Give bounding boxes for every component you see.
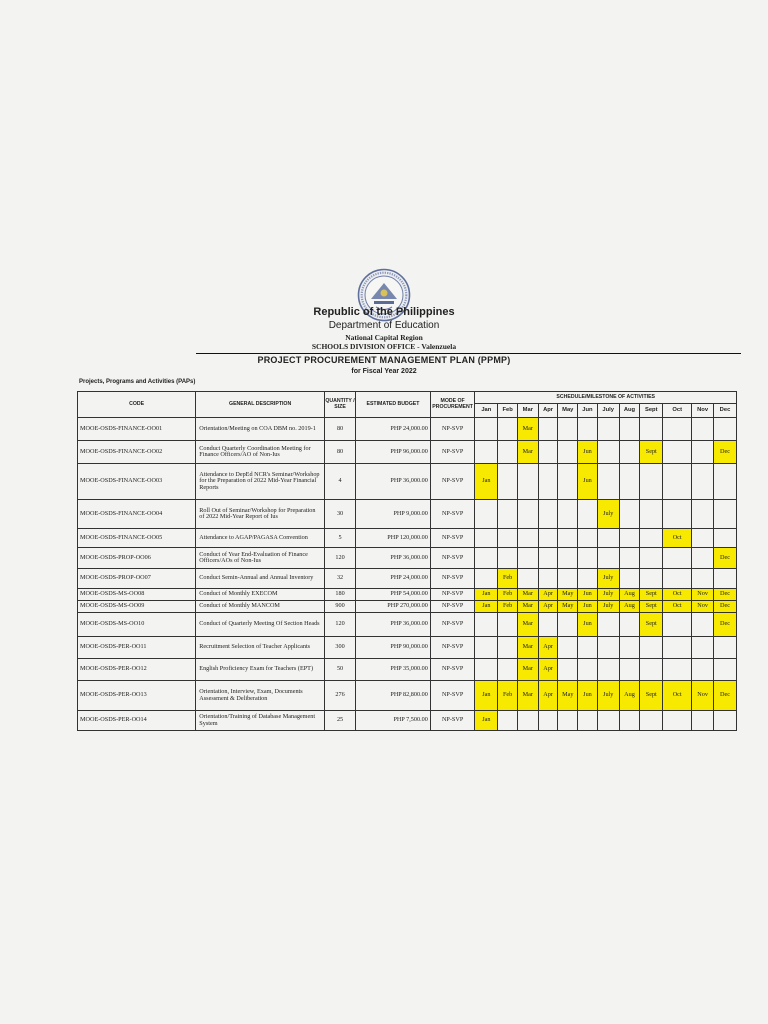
schedule-cell	[558, 529, 578, 548]
cell-budget: PHP 36,000.00	[356, 464, 431, 500]
schedule-cell	[578, 548, 598, 569]
schedule-cell	[558, 569, 578, 589]
column-header-schedule: SCHEDULE/MILESTONE OF ACTIVITIES	[475, 392, 737, 404]
schedule-cell	[498, 637, 518, 659]
column-header-budget: ESTIMATED BUDGET	[356, 392, 431, 418]
schedule-cell	[498, 613, 518, 637]
cell-code: MOOE-OSDS-FINANCE-OO04	[78, 500, 196, 529]
cell-code: MOOE-OSDS-PER-OO11	[78, 637, 196, 659]
schedule-cell: Mar	[517, 613, 538, 637]
column-header-description: GENERAL DESCRIPTION	[196, 392, 325, 418]
schedule-cell: Dec	[714, 613, 737, 637]
ppmp-table	[77, 391, 737, 731]
header-divider	[196, 353, 741, 354]
table-row	[78, 681, 737, 711]
schedule-cell	[619, 659, 640, 681]
table-row	[78, 529, 737, 548]
table-row	[78, 711, 737, 731]
schedule-cell	[640, 529, 663, 548]
schedule-cell: Dec	[714, 589, 737, 601]
schedule-cell: Sept	[640, 601, 663, 613]
schedule-cell: Sept	[640, 589, 663, 601]
schedule-cell	[663, 548, 692, 569]
cell-budget: PHP 24,000.00	[356, 418, 431, 441]
cell-budget: PHP 54,000.00	[356, 589, 431, 601]
month-header: Mar	[517, 404, 538, 418]
cell-code: MOOE-OSDS-FINANCE-OO05	[78, 529, 196, 548]
schedule-cell: Jan	[475, 589, 498, 601]
month-header: Aug	[619, 404, 640, 418]
schedule-cell	[597, 418, 619, 441]
cell-description: Roll Out of Seminar/Workshop for Preparation of 2022 Mid-Year Report of Ius	[196, 500, 325, 529]
schedule-cell: Mar	[517, 601, 538, 613]
schedule-cell: Mar	[517, 441, 538, 464]
schedule-cell: Jan	[475, 681, 498, 711]
schedule-cell	[640, 464, 663, 500]
schedule-cell: Mar	[517, 589, 538, 601]
schedule-cell	[475, 529, 498, 548]
schedule-cell	[597, 441, 619, 464]
schedule-cell	[663, 441, 692, 464]
cell-description: Conduct of Monthly MANCOM	[196, 601, 325, 613]
schedule-cell	[692, 418, 714, 441]
cell-mode: NP-SVP	[430, 464, 475, 500]
schedule-cell	[640, 500, 663, 529]
schedule-cell	[619, 529, 640, 548]
cell-description: Orientation/Meeting on COA DBM no. 2019-1	[196, 418, 325, 441]
fiscal-year-label: for Fiscal Year 2022	[351, 368, 417, 375]
schedule-cell	[578, 418, 598, 441]
cell-mode: NP-SVP	[430, 659, 475, 681]
cell-quantity: 300	[324, 637, 355, 659]
month-header: Feb	[498, 404, 518, 418]
cell-mode: NP-SVP	[430, 441, 475, 464]
schedule-cell: May	[558, 601, 578, 613]
cell-quantity: 4	[324, 464, 355, 500]
cell-quantity: 900	[324, 601, 355, 613]
cell-code: MOOE-OSDS-MS-OO10	[78, 613, 196, 637]
schedule-cell	[558, 548, 578, 569]
schedule-cell	[558, 637, 578, 659]
schedule-cell: Apr	[538, 681, 558, 711]
column-header-quantity: QUANTITY / SIZE	[324, 392, 355, 418]
schedule-cell	[692, 637, 714, 659]
schedule-cell	[714, 500, 737, 529]
paps-section-label: Projects, Programs and Activities (PAPs)	[79, 379, 196, 385]
schedule-cell	[498, 441, 518, 464]
schedule-cell: Dec	[714, 441, 737, 464]
schedule-cell	[538, 464, 558, 500]
schedule-cell	[498, 548, 518, 569]
cell-mode: NP-SVP	[430, 548, 475, 569]
schedule-cell: Jun	[578, 464, 598, 500]
cell-quantity: 180	[324, 589, 355, 601]
schedule-cell	[619, 441, 640, 464]
schedule-cell	[517, 711, 538, 731]
cell-description: Conduct Semin-Annual and Annual Inventory	[196, 569, 325, 589]
cell-mode: NP-SVP	[430, 569, 475, 589]
schedule-cell	[475, 637, 498, 659]
schedule-cell	[558, 659, 578, 681]
schedule-cell: Jan	[475, 464, 498, 500]
schedule-cell: Mar	[517, 681, 538, 711]
cell-code: MOOE-OSDS-FINANCE-OO02	[78, 441, 196, 464]
schedule-cell: July	[597, 589, 619, 601]
schedule-cell: July	[597, 569, 619, 589]
schedule-cell	[475, 659, 498, 681]
schedule-cell: Nov	[692, 681, 714, 711]
schedule-cell	[619, 613, 640, 637]
month-header: Apr	[538, 404, 558, 418]
cell-budget: PHP 35,000.00	[356, 659, 431, 681]
schedule-cell	[663, 711, 692, 731]
schedule-cell	[538, 548, 558, 569]
schedule-cell: Feb	[498, 589, 518, 601]
schedule-cell	[517, 569, 538, 589]
schedule-cell	[597, 711, 619, 731]
schedule-cell	[714, 529, 737, 548]
schedule-cell: Nov	[692, 601, 714, 613]
month-header: Dec	[714, 404, 737, 418]
schedule-cell	[714, 659, 737, 681]
schedule-cell: May	[558, 589, 578, 601]
schedule-cell	[692, 500, 714, 529]
cell-quantity: 32	[324, 569, 355, 589]
cell-budget: PHP 36,000.00	[356, 613, 431, 637]
schedule-cell: Sept	[640, 441, 663, 464]
schedule-cell	[558, 613, 578, 637]
cell-budget: PHP 82,800.00	[356, 681, 431, 711]
schedule-cell: Dec	[714, 548, 737, 569]
schedule-cell	[619, 418, 640, 441]
schedule-cell: Aug	[619, 601, 640, 613]
cell-description: Conduct of Quarterly Meeting Of Section Heads	[196, 613, 325, 637]
schedule-cell	[538, 711, 558, 731]
schedule-cell	[663, 613, 692, 637]
schedule-cell	[663, 464, 692, 500]
schedule-cell	[640, 569, 663, 589]
cell-budget: PHP 24,000.00	[356, 569, 431, 589]
schedule-cell: Aug	[619, 681, 640, 711]
cell-description: Attendance to DepEd NCR's Seminar/Workshop for the Preparation of 2022 Mid-Year Financial Reports	[196, 464, 325, 500]
cell-quantity: 30	[324, 500, 355, 529]
schedule-cell	[597, 659, 619, 681]
schedule-cell: Apr	[538, 637, 558, 659]
cell-code: MOOE-OSDS-PROP-OO07	[78, 569, 196, 589]
schedule-cell: Apr	[538, 659, 558, 681]
schedule-cell	[692, 441, 714, 464]
cell-code: MOOE-OSDS-PROP-OO06	[78, 548, 196, 569]
schedule-cell: Apr	[538, 601, 558, 613]
cell-budget: PHP 270,000.00	[356, 601, 431, 613]
cell-mode: NP-SVP	[430, 529, 475, 548]
schedule-cell	[498, 500, 518, 529]
schedule-cell	[640, 418, 663, 441]
cell-mode: NP-SVP	[430, 500, 475, 529]
schedule-cell: Oct	[663, 529, 692, 548]
cell-quantity: 276	[324, 681, 355, 711]
schedule-cell: Jun	[578, 681, 598, 711]
schedule-cell	[714, 569, 737, 589]
schedule-cell: May	[558, 681, 578, 711]
cell-quantity: 120	[324, 548, 355, 569]
table-row	[78, 548, 737, 569]
schedule-cell: Mar	[517, 637, 538, 659]
month-header: Jan	[475, 404, 498, 418]
cell-quantity: 120	[324, 613, 355, 637]
schedule-cell	[578, 569, 598, 589]
cell-code: MOOE-OSDS-PER-OO14	[78, 711, 196, 731]
table-row	[78, 659, 737, 681]
schedule-cell	[663, 500, 692, 529]
column-header-code: CODE	[78, 392, 196, 418]
cell-quantity: 5	[324, 529, 355, 548]
schedule-cell	[619, 711, 640, 731]
month-header: Jun	[578, 404, 598, 418]
schedule-cell: Aug	[619, 589, 640, 601]
month-header: Sept	[640, 404, 663, 418]
schedule-cell	[619, 548, 640, 569]
cell-description: Recruitment Selection of Teacher Applicants	[196, 637, 325, 659]
schedule-cell	[578, 529, 598, 548]
schedule-cell	[714, 418, 737, 441]
schedule-cell	[475, 613, 498, 637]
division-title: SCHOOLS DIVISION OFFICE - Valenzuela	[311, 342, 457, 351]
cell-description: English Proficiency Exam for Teachers (EPT)	[196, 659, 325, 681]
region-title: National Capital Region	[345, 333, 423, 342]
schedule-cell	[619, 464, 640, 500]
schedule-cell	[475, 569, 498, 589]
schedule-cell	[663, 418, 692, 441]
schedule-cell	[578, 711, 598, 731]
cell-mode: NP-SVP	[430, 637, 475, 659]
cell-description: Conduct of Monthly EXECOM	[196, 589, 325, 601]
schedule-cell	[692, 613, 714, 637]
cell-quantity: 25	[324, 711, 355, 731]
schedule-cell: Oct	[663, 601, 692, 613]
schedule-cell: Jan	[475, 601, 498, 613]
cell-code: MOOE-OSDS-MS-OO09	[78, 601, 196, 613]
schedule-cell	[597, 548, 619, 569]
schedule-cell	[498, 711, 518, 731]
table-row	[78, 418, 737, 441]
schedule-cell: Oct	[663, 681, 692, 711]
table-row	[78, 589, 737, 601]
table-row	[78, 464, 737, 500]
schedule-cell	[498, 529, 518, 548]
column-header-mode: MODE OF PROCUREMENT	[430, 392, 475, 418]
cell-mode: NP-SVP	[430, 711, 475, 731]
schedule-cell: Sept	[640, 681, 663, 711]
schedule-cell	[714, 711, 737, 731]
cell-code: MOOE-OSDS-FINANCE-OO03	[78, 464, 196, 500]
schedule-cell	[538, 569, 558, 589]
cell-code: MOOE-OSDS-FINANCE-OO01	[78, 418, 196, 441]
schedule-cell	[578, 637, 598, 659]
schedule-cell	[640, 548, 663, 569]
month-header: July	[597, 404, 619, 418]
schedule-cell: Jan	[475, 711, 498, 731]
cell-description: Conduct of Year End-Evaluation of Finance Officers/AOs of Non-Ius	[196, 548, 325, 569]
schedule-cell: Nov	[692, 589, 714, 601]
table-row	[78, 441, 737, 464]
schedule-cell	[517, 529, 538, 548]
schedule-cell: July	[597, 681, 619, 711]
schedule-cell	[538, 613, 558, 637]
cell-budget: PHP 96,000.00	[356, 441, 431, 464]
schedule-cell: Feb	[498, 569, 518, 589]
schedule-cell	[538, 418, 558, 441]
schedule-cell	[517, 464, 538, 500]
cell-quantity: 80	[324, 418, 355, 441]
schedule-cell	[498, 659, 518, 681]
cell-budget: PHP 36,000.00	[356, 548, 431, 569]
cell-mode: NP-SVP	[430, 681, 475, 711]
cell-mode: NP-SVP	[430, 601, 475, 613]
month-header: May	[558, 404, 578, 418]
republic-title: Republic of the Philippines	[313, 306, 455, 318]
schedule-cell	[663, 569, 692, 589]
schedule-cell	[538, 529, 558, 548]
cell-budget: PHP 7,500.00	[356, 711, 431, 731]
cell-description: Orientation/Training of Database Management System	[196, 711, 325, 731]
schedule-cell	[475, 548, 498, 569]
schedule-cell	[498, 418, 518, 441]
schedule-cell	[640, 637, 663, 659]
cell-description: Conduct Quarterly Coordination Meeting for Finance Officers/AO of Non-Ius	[196, 441, 325, 464]
schedule-cell	[558, 711, 578, 731]
cell-code: MOOE-OSDS-PER-OO12	[78, 659, 196, 681]
schedule-cell: Jun	[578, 601, 598, 613]
schedule-cell	[597, 637, 619, 659]
document-title: PROJECT PROCUREMENT MANAGEMENT PLAN (PPMP)	[257, 355, 511, 365]
schedule-cell	[692, 711, 714, 731]
department-title: Department of Education	[328, 320, 440, 331]
schedule-cell	[578, 659, 598, 681]
schedule-cell: Feb	[498, 681, 518, 711]
schedule-cell	[692, 548, 714, 569]
schedule-cell: Dec	[714, 601, 737, 613]
schedule-cell: July	[597, 500, 619, 529]
schedule-cell	[692, 464, 714, 500]
schedule-cell	[714, 464, 737, 500]
table-row	[78, 569, 737, 589]
schedule-cell	[475, 441, 498, 464]
cell-mode: NP-SVP	[430, 418, 475, 441]
schedule-cell	[475, 500, 498, 529]
schedule-cell: Sept	[640, 613, 663, 637]
schedule-cell	[597, 613, 619, 637]
cell-quantity: 50	[324, 659, 355, 681]
schedule-cell	[517, 548, 538, 569]
schedule-cell	[558, 464, 578, 500]
cell-budget: PHP 90,000.00	[356, 637, 431, 659]
schedule-cell	[475, 418, 498, 441]
schedule-cell	[578, 500, 598, 529]
schedule-cell	[597, 464, 619, 500]
ppmp-table-body	[78, 418, 737, 731]
schedule-cell	[558, 418, 578, 441]
schedule-cell: Feb	[498, 601, 518, 613]
cell-code: MOOE-OSDS-PER-OO13	[78, 681, 196, 711]
schedule-cell	[597, 529, 619, 548]
schedule-cell	[538, 441, 558, 464]
schedule-cell	[640, 711, 663, 731]
cell-description: Attendance to AGAP/PAGASA Convention	[196, 529, 325, 548]
month-header: Nov	[692, 404, 714, 418]
schedule-cell	[517, 500, 538, 529]
schedule-cell: Jun	[578, 613, 598, 637]
cell-description: Orientation, Interview, Exam, Documents Assessment & Deliberation	[196, 681, 325, 711]
table-row	[78, 601, 737, 613]
schedule-cell	[619, 637, 640, 659]
table-row	[78, 613, 737, 637]
schedule-cell	[558, 441, 578, 464]
schedule-cell	[663, 659, 692, 681]
cell-budget: PHP 120,000.00	[356, 529, 431, 548]
schedule-cell: July	[597, 601, 619, 613]
schedule-cell: Jun	[578, 441, 598, 464]
cell-code: MOOE-OSDS-MS-OO08	[78, 589, 196, 601]
schedule-cell	[558, 500, 578, 529]
month-header: Oct	[663, 404, 692, 418]
cell-quantity: 80	[324, 441, 355, 464]
schedule-cell: Apr	[538, 589, 558, 601]
schedule-cell	[714, 637, 737, 659]
schedule-cell: Dec	[714, 681, 737, 711]
schedule-cell	[692, 569, 714, 589]
schedule-cell	[619, 569, 640, 589]
schedule-cell	[498, 464, 518, 500]
schedule-cell: Mar	[517, 659, 538, 681]
schedule-cell: Oct	[663, 589, 692, 601]
cell-mode: NP-SVP	[430, 589, 475, 601]
schedule-cell	[619, 500, 640, 529]
schedule-cell: Mar	[517, 418, 538, 441]
schedule-cell: Jun	[578, 589, 598, 601]
table-row	[78, 637, 737, 659]
schedule-cell	[663, 637, 692, 659]
table-row	[78, 500, 737, 529]
schedule-cell	[692, 529, 714, 548]
schedule-cell	[692, 659, 714, 681]
schedule-cell	[538, 500, 558, 529]
cell-mode: NP-SVP	[430, 613, 475, 637]
schedule-cell	[640, 659, 663, 681]
cell-budget: PHP 9,000.00	[356, 500, 431, 529]
